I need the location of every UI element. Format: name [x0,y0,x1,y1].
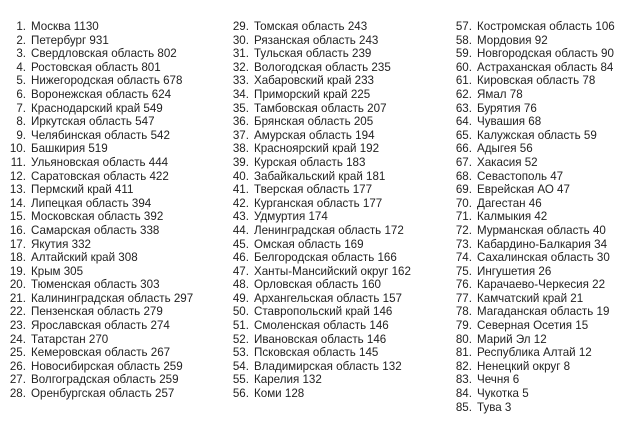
list-item [452,305,615,319]
list-item [452,47,615,61]
list-item-number: 16 . [6,224,31,238]
list-item-text: Рязанская область 243 [254,33,379,47]
list-item [6,346,193,360]
list-item-number: 56 . [229,387,254,401]
list-item-number: 32 . [229,61,254,75]
list-item [6,238,193,252]
list-item-text: Москва 1130 [31,20,99,33]
list-item-number: 5 . [6,74,31,88]
list-item-text: Хабаровский край 233 [254,74,374,88]
list-item-text: Саратовская область 422 [31,169,169,183]
list-item [452,346,615,360]
list-item-number: 69 . [452,183,477,197]
list-item [6,20,193,34]
list-item [229,373,411,387]
list-item-number: 80 . [452,333,477,347]
list-item-text: Петербург 931 [31,33,109,47]
list-item-text: Карачаево-Черкесия 22 [477,278,606,292]
list-item-text: Кемеровская область 267 [31,346,171,360]
list-item-text: Новосибирская область 259 [31,359,183,373]
list-item [6,61,193,75]
list-item-text: Курская область 183 [254,155,366,169]
list-item-number: 74 . [452,251,477,265]
list-item-number: 36 . [229,115,254,129]
list-item-text: Мордовия 92 [477,33,548,47]
list-item-number: 44 . [229,224,254,238]
list-item-number: 42 . [229,197,254,211]
list-item [229,197,411,211]
list-item-number: 4 . [6,61,31,75]
list-item-text: Севастополь 47 [477,169,564,183]
list-item [229,333,411,347]
list-item [229,170,411,184]
list-item-number: 6 . [6,88,31,102]
list-item-number: 14 . [6,197,31,211]
list-item-text: Ярославская область 274 [31,319,170,333]
list-item [229,305,411,319]
list-item-number: 9 . [6,129,31,143]
list-item-text: Астраханская область 84 [477,60,614,74]
list-item-text: Северная Осетия 15 [477,319,589,333]
list-item [6,333,193,347]
list-item-text: Тюменская область 303 [31,278,160,292]
list-item-text: Тамбовская область 207 [254,101,387,115]
list-item-text: Орловская область 160 [254,278,382,292]
list-item-number: 64 . [452,115,477,129]
list-item-number: 35 . [229,102,254,116]
list-item [229,278,411,292]
list-item [6,305,193,319]
list-item [452,373,615,387]
list-item-number: 55 . [229,373,254,387]
list-item-number: 24 . [6,333,31,347]
list-item [452,61,615,75]
list-item-text: Нижегородская область 678 [31,74,183,88]
list-item-number: 63 . [452,102,477,116]
list-item-number: 50 . [229,305,254,319]
list-item [6,278,193,292]
list-item-number: 31 . [229,47,254,61]
list-item [229,292,411,306]
list-item-number: 19 . [6,265,31,279]
list-item-number: 29 . [229,20,254,34]
list-item-number: 30 . [229,34,254,48]
list-item-number: 57 . [452,20,477,34]
list-item-text: Архангельская область 157 [254,291,402,305]
list-column-3 [452,20,615,414]
list-item-number: 73 . [452,238,477,252]
list-item-number: 1 . [6,20,31,34]
list-item-number: 3 . [6,47,31,61]
list-item [6,197,193,211]
list-item-number: 77 . [452,292,477,306]
list-item [452,197,615,211]
list-item-text: Томская область 243 [254,20,368,33]
list-item-text: Белгородская область 166 [254,251,397,265]
list-item [229,210,411,224]
list-item-text: Пензенская область 279 [31,305,163,319]
list-item [229,251,411,265]
list-item [452,278,615,292]
list-item-number: 40 . [229,170,254,184]
list-item [452,210,615,224]
list-item-number: 85 . [452,401,477,415]
list-item [229,238,411,252]
list-item [229,20,411,34]
list-item [229,346,411,360]
list-item [452,156,615,170]
list-item-text: Красноярский край 192 [254,142,380,156]
list-item-text: Приморский край 225 [254,87,371,101]
list-item-text: Псковская область 145 [254,346,379,360]
list-item [452,102,615,116]
list-item [6,142,193,156]
list-item-text: Кабардино-Балкария 34 [477,237,608,251]
list-item-text: Пермский край 411 [31,183,134,197]
list-item-number: 15 . [6,210,31,224]
list-item [452,74,615,88]
list-item-text: Чувашия 68 [477,115,542,129]
list-item-text: Татарстан 270 [31,332,109,346]
list-item [229,102,411,116]
list-item-number: 65 . [452,129,477,143]
list-item [452,142,615,156]
list-item-number: 66 . [452,142,477,156]
list-item-text: Московская область 392 [31,210,164,224]
list-item-text: Башкирия 519 [31,142,108,156]
list-item-number: 71 . [452,210,477,224]
list-item [6,292,193,306]
list-item-number: 84 . [452,387,477,401]
list-item-text: Ростовская область 801 [31,60,161,74]
list-item [6,170,193,184]
list-item-text: Волгоградская область 259 [31,373,179,387]
list-item-text: Ленинградская область 172 [254,223,404,237]
list-item-number: 25 . [6,346,31,360]
list-item-number: 2 . [6,34,31,48]
list-item [452,170,615,184]
list-item [6,387,193,401]
list-item-text: Костромская область 106 [477,20,615,33]
list-item-text: Тува 3 [477,400,512,414]
list-item-text: Свердловская область 802 [31,47,177,61]
list-item-number: 48 . [229,278,254,292]
list-item-number: 17 . [6,238,31,252]
list-item-text: Новгородская область 90 [477,47,614,61]
list-item [229,360,411,374]
list-item [229,74,411,88]
list-item-number: 43 . [229,210,254,224]
list-item-number: 20 . [6,278,31,292]
list-item-number: 21 . [6,292,31,306]
list-item-text: Калмыкия 42 [477,210,548,224]
list-item-text: Камчатский край 21 [477,291,584,305]
list-item-text: Адыгея 56 [477,142,533,156]
list-item-text: Якутия 332 [31,237,92,251]
list-item [229,183,411,197]
list-item-number: 46 . [229,251,254,265]
list-item-number: 34 . [229,88,254,102]
list-item-text: Бурятия 76 [477,101,537,115]
list-item [229,319,411,333]
list-column-1 [6,20,193,401]
list-item [229,88,411,102]
list-item-number: 22 . [6,305,31,319]
list-item [6,34,193,48]
list-item [452,238,615,252]
list-item-text: Тверская область 177 [254,183,373,197]
list-item-number: 45 . [229,238,254,252]
list-item [452,183,615,197]
list-item [6,360,193,374]
list-item-number: 58 . [452,34,477,48]
list-item-number: 79 . [452,319,477,333]
list-item-text: Воронежская область 624 [31,87,172,101]
list-item [452,265,615,279]
list-item-text: Калужская область 59 [477,128,597,142]
list-column-2 [229,20,411,401]
list-item-number: 83 . [452,373,477,387]
list-item [6,102,193,116]
list-item-text: Чукотка 5 [477,387,529,401]
list-item [6,129,193,143]
list-item-number: 47 . [229,265,254,279]
list-item [6,210,193,224]
list-item [452,360,615,374]
list-item [452,88,615,102]
list-item [452,224,615,238]
list-item-number: 78 . [452,305,477,319]
list-item [452,319,615,333]
list-item-text: Дагестан 46 [477,196,542,210]
list-item-number: 28 . [6,387,31,401]
list-item-number: 68 . [452,170,477,184]
list-item-number: 10 . [6,142,31,156]
list-item [229,129,411,143]
list-item-number: 54 . [229,360,254,374]
list-item-text: Алтайский край 308 [31,251,138,265]
list-item-text: Сахалинская область 30 [477,251,610,265]
list-item [452,115,615,129]
list-item [229,156,411,170]
list-item-number: 33 . [229,74,254,88]
list-item-text: Ханты-Мансийский округ 162 [254,264,411,278]
list-item-number: 75 . [452,265,477,279]
list-item-number: 59 . [452,47,477,61]
list-item-text: Забайкальский край 181 [254,169,386,183]
list-item [452,34,615,48]
list-item-text: Тульская область 239 [254,47,372,61]
list-item-text: Кировская область 78 [477,74,596,88]
list-item-text: Ставропольский край 146 [254,305,393,319]
list-item [452,251,615,265]
list-item-text: Ивановская область 146 [254,332,387,346]
list-item-number: 26 . [6,360,31,374]
list-item [6,47,193,61]
list-item-text: Брянская область 205 [254,115,374,129]
list-item [6,319,193,333]
list-item-text: Амурская область 194 [254,128,375,142]
list-item-text: Омская область 169 [254,237,364,251]
list-item-text: Владимирская область 132 [254,359,402,373]
list-item-text: Краснодарский край 549 [31,101,163,115]
list-item-text: Удмуртия 174 [254,210,328,224]
list-item [6,156,193,170]
list-item-number: 37 . [229,129,254,143]
list-item-number: 18 . [6,251,31,265]
list-item-number: 27 . [6,373,31,387]
list-item-text: Республика Алтай 12 [477,346,592,360]
list-item [452,401,615,415]
list-item-number: 62 . [452,88,477,102]
list-item [6,265,193,279]
list-item-text: Коми 128 [254,387,305,401]
list-item-number: 38 . [229,142,254,156]
list-item-number: 39 . [229,156,254,170]
list-item [229,47,411,61]
list-item-number: 82 . [452,360,477,374]
list-item [6,373,193,387]
list-item-text: Ямал 78 [477,87,523,101]
list-item-number: 81 . [452,346,477,360]
list-item-text: Калининградская область 297 [31,291,194,305]
list-item [229,115,411,129]
list-item-text: Карелия 132 [254,373,322,387]
list-item-text: Ненецкий округ 8 [477,359,571,373]
list-item-number: 11 . [6,156,31,170]
list-item-text: Ингушетия 26 [477,264,552,278]
list-item-text: Хакасия 52 [477,155,538,169]
list-item [6,115,193,129]
list-item-number: 41 . [229,183,254,197]
list-item-number: 52 . [229,333,254,347]
list-item-text: Магаданская область 19 [477,305,610,319]
list-item-text: Марий Эл 12 [477,332,547,346]
list-item-number: 7 . [6,102,31,116]
list-item-text: Липецкая область 394 [31,196,152,210]
list-item [6,251,193,265]
list-item-number: 72 . [452,224,477,238]
list-item-number: 8 . [6,115,31,129]
list-item [452,333,615,347]
list-item-text: Чечня 6 [477,373,520,387]
list-item-text: Крым 305 [31,264,84,278]
list-item [229,224,411,238]
list-item-text: Курганская область 177 [254,196,383,210]
list-item-number: 49 . [229,292,254,306]
list-item [6,183,193,197]
list-item [229,142,411,156]
list-item-number: 51 . [229,319,254,333]
list-item-text: Вологодская область 235 [254,60,391,74]
list-item [229,61,411,75]
list-item [452,20,615,34]
list-item-text: Челябинская область 542 [31,128,170,142]
list-item-number: 61 . [452,74,477,88]
list-item-number: 12 . [6,170,31,184]
list-item-text: Ульяновская область 444 [31,155,169,169]
list-item [6,224,193,238]
list-item [452,387,615,401]
list-item-number: 23 . [6,319,31,333]
list-item-text: Мурманская область 40 [477,223,606,237]
list-item [229,34,411,48]
list-item-number: 53 . [229,346,254,360]
list-item-number: 13 . [6,183,31,197]
list-item [229,265,411,279]
list-item-text: Самарская область 338 [31,223,160,237]
list-item-number: 70 . [452,197,477,211]
list-item-number: 60 . [452,61,477,75]
list-item [6,74,193,88]
list-item-text: Смоленская область 146 [254,319,389,333]
list-item-text: Оренбургская область 257 [31,387,175,401]
list-item-text: Иркутская область 547 [31,115,155,129]
list-item-number: 67 . [452,156,477,170]
list-item-number: 76 . [452,278,477,292]
list-item [452,129,615,143]
list-item [6,88,193,102]
list-item [452,292,615,306]
list-item-text: Еврейская АО 47 [477,183,570,197]
list-item [229,387,411,401]
